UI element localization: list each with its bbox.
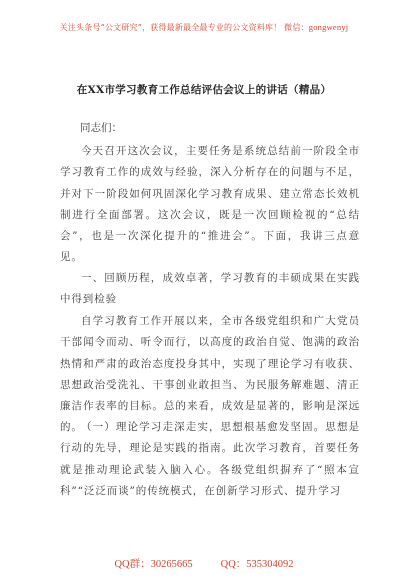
paragraph-heading-1 bbox=[60, 268, 360, 311]
document-title: 在XX市学习教育工作总结评估会议上的讲话（精品） bbox=[76, 84, 332, 96]
paragraph: 自学习教育工作开展以来，全市各级党组织和广大党员干部闻令而动、听令而行，以高度的政治自觉、饱满的政治热情和严肃的政治态度投身其中，实现了理论学习有收获、思想政治受洗礼、干事创业敢担当、为民服务解难题、清正廉洁作表率的目标。总的来看，成效是显著的，影响是深远的。 bbox=[60, 315, 360, 434]
header-notice bbox=[0, 22, 408, 33]
paragraph: （一）理论学习走深走实，思想根基愈发坚固。思想是行动的先导，理论是实践的指南。此次学习教育，首要任务就是推动理论武装入脑入心。各级党组织摒弃了“照本宣科”“泛泛而谈”的传统模式，在创新学习形式、提升学习 bbox=[60, 421, 360, 497]
header-notice-text: 关注头条号“公文研究”，获得最新最全最专业的公文资料库！ 微信： bbox=[59, 23, 309, 32]
qq-group-number: 30265665 bbox=[150, 559, 193, 570]
qq-group-label: QQ群： bbox=[114, 559, 151, 570]
paragraph: 今天召开这次会议，主要任务是系统总结前一阶段全市学习教育工作的成效与经验，深入分析存在的问题与不足，并对下一阶段如何巩固深化学习教育成果、建立常态长效机制进行全面部署。这次会议，既是一次回顾检视的“总结会”，也是一次深化提升的“推进会”。下面，我讲三点意见。 bbox=[60, 145, 360, 264]
salutation: 同志们： bbox=[80, 122, 122, 134]
qq-label: QQ： bbox=[220, 559, 247, 570]
wechat-id: gongwenyj bbox=[308, 22, 349, 32]
paragraph-intro bbox=[60, 141, 360, 269]
footer-contact bbox=[0, 556, 408, 571]
paragraph-subsection-1 bbox=[60, 417, 360, 502]
section-heading: 一、回顾历程，成效卓著，学习教育的丰硕成果在实践中得到检验 bbox=[60, 272, 360, 306]
qq-number: 535304092 bbox=[246, 559, 294, 570]
